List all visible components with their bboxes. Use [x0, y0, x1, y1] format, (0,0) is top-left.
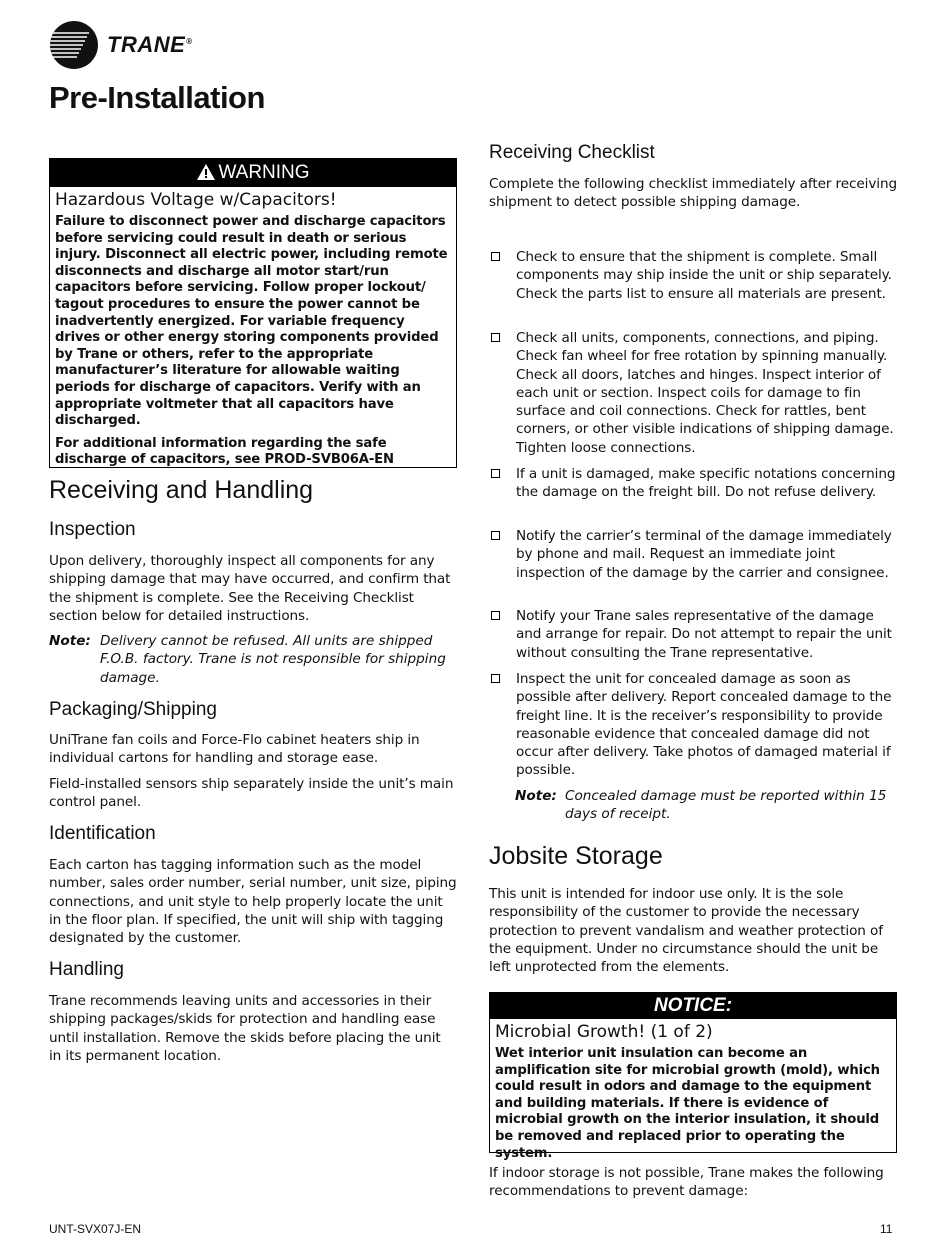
- warning-box: [49, 158, 457, 468]
- checklist-item: Inspect the unit for concealed damage as soon as possible after delivery. Report concealed damage to the freight line. It is the receiver’s responsibility to provide reasonable evidence that concealed damage did not occur after delivery. Take photos of damaged material if possible.: [491, 670, 897, 780]
- receiving-checklist-heading: Receiving Checklist: [489, 142, 655, 163]
- checklist-item: If a unit is damaged, make specific notations concerning the damage on the freight bill. Do not refuse delivery.: [491, 465, 897, 502]
- receiving-handling-heading: Receiving and Handling: [49, 476, 314, 504]
- warning-triangle-icon: [196, 163, 216, 181]
- checklist-item: Check to ensure that the shipment is complete. Small components may ship inside the unit or ship separately. Check the parts list to ensure all materials are present.: [491, 248, 897, 303]
- checkbox-icon: [491, 674, 500, 683]
- warning-text: Failure to disconnect power and discharge capacitors before servicing could result in death or serious injury. Disconnect all electric power, including remote disconnects and discharge all motor start/run capacitors before servicing. Follow proper lockout/ tagout procedures to ensure the power cannot be inadvertently energized. For variable frequency drives or other energy storing components provided by Trane or others, refer to the appropriate manufacturer’s literature for allowable waiting periods for discharge of capacitors. Verify with an appropriate voltmeter that all capacitors have discharged.: [55, 214, 448, 429]
- inspection-note: [49, 632, 457, 690]
- page-title: Pre-Installation: [49, 80, 265, 115]
- notice-title: Microbial Growth! (1 of 2): [495, 1022, 713, 1042]
- jobsite-text: This unit is intended for indoor use only. It is the sole responsibility of the customer to provide the necessary protection to prevent vandalism and weather protection of the equipment. Under no circumstance should the unit be left unprotected from the elements.: [489, 886, 883, 976]
- warning-reference-text: For additional information regarding the safe discharge of capacitors, see PROD-SVB06A-EN: [55, 435, 394, 468]
- checkbox-icon: [491, 531, 500, 540]
- warning-title: Hazardous Voltage w/Capacitors!: [55, 190, 337, 210]
- checklist-item: Check all units, components, connections, and piping. Check fan wheel for free rotation by spinning manually. Check all doors, latches and hinges. Inspect interior of each unit or section. Inspect coils for damage to fin surface and coil connections. Check for rattles, bent corners, or other visible indications of shipping damage. Tighten loose connections.: [491, 329, 897, 457]
- brand-name: TRANE®: [107, 32, 193, 57]
- footer-doc-id: UNT-SVX07J-EN: [49, 1222, 142, 1236]
- note-text: Delivery cannot be refused. All units are shipped F.O.B. factory. Trane is not responsible for shipping damage.: [100, 633, 446, 686]
- identification-heading: Identification: [49, 823, 156, 844]
- warning-body: [55, 214, 450, 469]
- warning-header: WARNING: [50, 159, 456, 187]
- checklist-note: [515, 787, 897, 827]
- notice-header: NOTICE:: [490, 993, 896, 1019]
- checkbox-icon: [491, 333, 500, 342]
- packaging-text-1: UniTrane fan coils and Force-Flo cabinet heaters ship in individual cartons for handling and storage ease.: [49, 732, 420, 767]
- jobsite-storage-heading: Jobsite Storage: [489, 842, 663, 870]
- identification-text: Each carton has tagging information such as the model number, sales order number, serial number, unit size, piping connections, and unit style to help properly locate the unit in the floor plan. If specified, the unit will ship with tagging designated by the customer.: [49, 857, 457, 947]
- note-text: Concealed damage must be reported within 15 days of receipt.: [565, 788, 887, 823]
- storage-recommendation-text: If indoor storage is not possible, Trane makes the following recommendations to prevent damage:: [489, 1165, 884, 1200]
- notice-body: Wet interior unit insulation can become an amplification site for microbial growth (mold), which could result in odors and damage to the equipment and building materials. If there is evidence of microbial growth on the interior insulation, it should be removed and replaced prior to operating the system.: [495, 1046, 880, 1161]
- footer-page-number: 11: [880, 1222, 893, 1236]
- trane-logo-icon: [49, 20, 99, 70]
- trane-logo: [49, 20, 193, 70]
- handling-heading: Handling: [49, 959, 124, 980]
- packaging-heading: Packaging/Shipping: [49, 699, 217, 720]
- inspection-heading: Inspection: [49, 519, 136, 540]
- checkbox-icon: [491, 252, 500, 261]
- checklist-item: Notify the carrier’s terminal of the damage immediately by phone and mail. Request an immediate joint inspection of the damage by the carrier and consignee.: [491, 527, 897, 582]
- inspection-text: Upon delivery, thoroughly inspect all components for any shipping damage that may have occurred, and confirm that the shipment is complete. See the Receiving Checklist section below for detailed instructions.: [49, 553, 451, 624]
- note-label: Note:: [49, 633, 91, 649]
- notice-box: [489, 992, 897, 1161]
- checklist-item: Notify your Trane sales representative of the damage and arrange for repair. Do not attempt to repair the unit without consulting the Trane representative.: [491, 607, 897, 662]
- checklist-intro: Complete the following checklist immediately after receiving shipment to detect possible shipping damage.: [489, 176, 897, 211]
- handling-text: Trane recommends leaving units and accessories in their shipping packages/skids for protection and handling ease until installation. Remove the skids before placing the unit in its permanent location.: [49, 993, 441, 1064]
- note-label: Note:: [515, 788, 557, 804]
- checkbox-icon: [491, 611, 500, 620]
- packaging-text-2: Field-installed sensors ship separately inside the unit’s main control panel.: [49, 776, 454, 811]
- checkbox-icon: [491, 469, 500, 478]
